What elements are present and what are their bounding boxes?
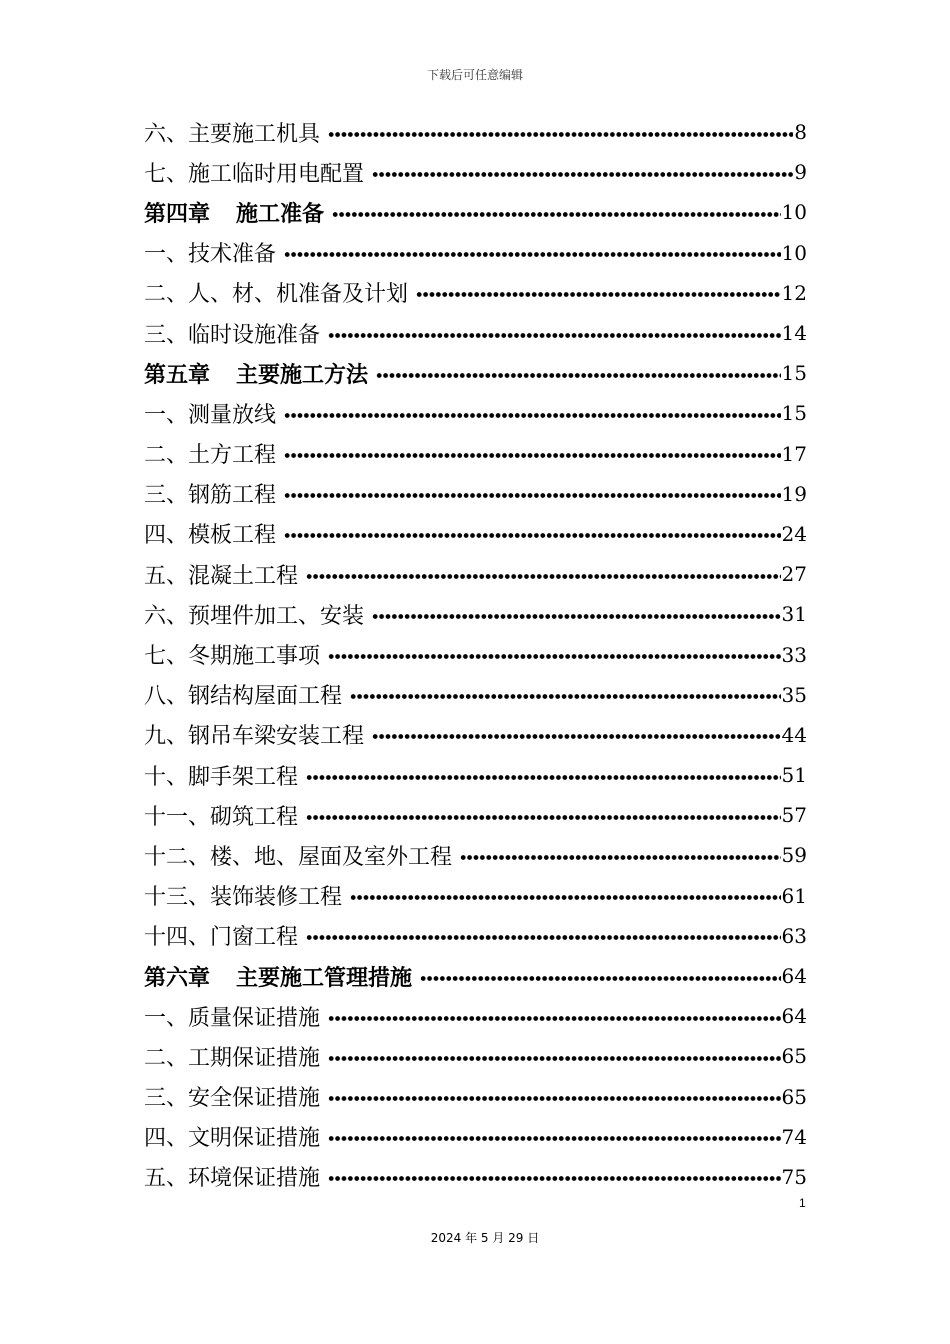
toc-entry-title: 八、钢结构屋面工程	[144, 684, 343, 710]
toc-chapter-entry[interactable]	[144, 192, 807, 232]
toc-page-number: 12	[781, 280, 807, 305]
toc-dot-leader	[284, 533, 781, 538]
toc-entry-title: 二、土方工程	[144, 443, 277, 469]
toc-page-number: 10	[781, 200, 807, 225]
toc-entry-title: 六、预埋件加工、安装	[144, 603, 365, 629]
toc-page-number: 64	[781, 1004, 807, 1029]
toc-entry[interactable]	[144, 1036, 807, 1076]
toc-entry-title: 三、临时设施准备	[144, 322, 321, 348]
toc-entry[interactable]	[144, 916, 807, 956]
toc-entry[interactable]	[144, 835, 807, 875]
toc-entry-title: 七、冬期施工事项	[144, 644, 321, 670]
toc-page-number: 15	[781, 401, 807, 426]
toc-entry[interactable]	[144, 273, 807, 313]
toc-entry[interactable]	[144, 1117, 807, 1157]
toc-chapter-number: 第四章	[144, 201, 211, 227]
toc-entry[interactable]	[144, 233, 807, 273]
toc-chapter-name: 施工准备	[236, 201, 325, 227]
toc-chapter-entry[interactable]	[144, 353, 807, 393]
toc-dot-leader	[328, 132, 793, 137]
toc-dot-leader	[332, 212, 781, 217]
page-header: 下载后可任意编辑	[426, 68, 523, 82]
toc-page-number: 65	[781, 1084, 807, 1109]
toc-entry[interactable]	[144, 795, 807, 835]
toc-dot-leader	[328, 1136, 781, 1141]
table-of-contents	[144, 112, 807, 1197]
toc-entry-title: 五、混凝土工程	[144, 563, 299, 589]
toc-page-number: 17	[781, 441, 807, 466]
toc-page-number: 61	[781, 883, 807, 908]
toc-chapter-number: 第五章	[144, 362, 211, 388]
toc-chapter-name: 主要施工管理措施	[236, 965, 413, 991]
toc-entry[interactable]	[144, 1077, 807, 1117]
toc-page-number: 44	[781, 722, 807, 747]
toc-dot-leader	[328, 1016, 781, 1021]
toc-dot-leader	[460, 855, 781, 860]
toc-dot-leader	[284, 453, 781, 458]
toc-page-number: 74	[781, 1124, 807, 1149]
toc-dot-leader	[372, 172, 793, 177]
toc-entry-title: 一、测量放线	[144, 402, 277, 428]
toc-entry-title	[144, 358, 376, 389]
toc-entry-title: 十三、装饰装修工程	[144, 885, 343, 911]
toc-entry[interactable]	[144, 112, 807, 152]
page-number: 1	[799, 1196, 806, 1210]
toc-entry-title: 二、工期保证措施	[144, 1045, 321, 1071]
toc-page-number: 65	[781, 1044, 807, 1069]
toc-entry[interactable]	[144, 152, 807, 192]
toc-entry[interactable]	[144, 675, 807, 715]
toc-page-number: 51	[781, 763, 807, 788]
page-footer-date: 2024 年 5 月 29 日	[430, 1231, 540, 1245]
toc-chapter-number: 第六章	[144, 965, 211, 991]
toc-entry-title: 四、模板工程	[144, 523, 277, 549]
toc-entry-title: 十四、门窗工程	[144, 925, 299, 951]
toc-entry-title: 一、质量保证措施	[144, 1005, 321, 1031]
toc-dot-leader	[350, 694, 781, 699]
toc-entry-title: 十一、砌筑工程	[144, 804, 299, 830]
toc-entry-title: 九、钢吊车梁安装工程	[144, 724, 365, 750]
toc-dot-leader	[416, 292, 781, 297]
toc-dot-leader	[372, 734, 781, 739]
toc-page-number: 27	[781, 562, 807, 587]
toc-page-number: 33	[781, 642, 807, 667]
toc-page-number: 75	[781, 1164, 807, 1189]
toc-entry[interactable]	[144, 755, 807, 795]
toc-entry[interactable]	[144, 313, 807, 353]
toc-entry-title: 一、技术准备	[144, 242, 277, 268]
toc-page-number: 59	[781, 843, 807, 868]
toc-chapter-entry[interactable]	[144, 956, 807, 996]
toc-entry-title	[144, 197, 332, 228]
toc-dot-leader	[306, 574, 781, 579]
toc-entry-title	[144, 961, 420, 992]
toc-entry-title: 十二、楼、地、屋面及室外工程	[144, 844, 453, 870]
toc-page-number: 63	[781, 923, 807, 948]
toc-entry[interactable]	[144, 554, 807, 594]
toc-entry[interactable]	[144, 434, 807, 474]
toc-page-number: 19	[781, 481, 807, 506]
toc-dot-leader	[328, 1096, 781, 1101]
toc-page-number: 14	[781, 321, 807, 346]
toc-entry[interactable]	[144, 1157, 807, 1197]
toc-page-number: 9	[794, 160, 807, 185]
toc-dot-leader	[284, 493, 781, 498]
toc-dot-leader	[376, 373, 781, 378]
toc-page-number: 10	[781, 240, 807, 265]
toc-entry-title: 三、钢筋工程	[144, 483, 277, 509]
toc-entry-title: 六、主要施工机具	[144, 121, 321, 147]
toc-page-number: 31	[781, 602, 807, 627]
toc-dot-leader	[328, 654, 781, 659]
toc-page-number: 24	[781, 521, 807, 546]
toc-dot-leader	[284, 252, 781, 257]
toc-entry-title: 三、安全保证措施	[144, 1086, 321, 1112]
toc-entry-title: 五、环境保证措施	[144, 1166, 321, 1192]
toc-dot-leader	[328, 1176, 781, 1181]
toc-entry[interactable]	[144, 876, 807, 916]
toc-dot-leader	[420, 976, 781, 981]
toc-dot-leader	[306, 815, 781, 820]
toc-page-number: 57	[781, 803, 807, 828]
toc-entry-title: 七、施工临时用电配置	[144, 161, 365, 187]
toc-entry[interactable]	[144, 474, 807, 514]
toc-dot-leader	[306, 775, 781, 780]
toc-dot-leader	[284, 413, 781, 418]
toc-dot-leader	[306, 935, 781, 940]
toc-entry[interactable]	[144, 514, 807, 554]
toc-dot-leader	[328, 1056, 781, 1061]
toc-entry[interactable]	[144, 996, 807, 1036]
toc-entry[interactable]	[144, 594, 807, 634]
toc-entry[interactable]	[144, 634, 807, 674]
toc-page-number: 64	[781, 964, 807, 989]
toc-entry-title: 四、文明保证措施	[144, 1126, 321, 1152]
toc-entry-title: 十、脚手架工程	[144, 764, 299, 790]
toc-dot-leader	[372, 614, 781, 619]
toc-entry[interactable]	[144, 715, 807, 755]
toc-entry[interactable]	[144, 393, 807, 433]
toc-dot-leader	[328, 333, 781, 338]
toc-dot-leader	[350, 895, 781, 900]
toc-entry-title: 二、人、材、机准备及计划	[144, 282, 409, 308]
toc-page-number: 8	[794, 120, 807, 145]
toc-chapter-name: 主要施工方法	[236, 362, 369, 388]
toc-page-number: 15	[781, 361, 807, 386]
toc-page-number: 35	[781, 682, 807, 707]
